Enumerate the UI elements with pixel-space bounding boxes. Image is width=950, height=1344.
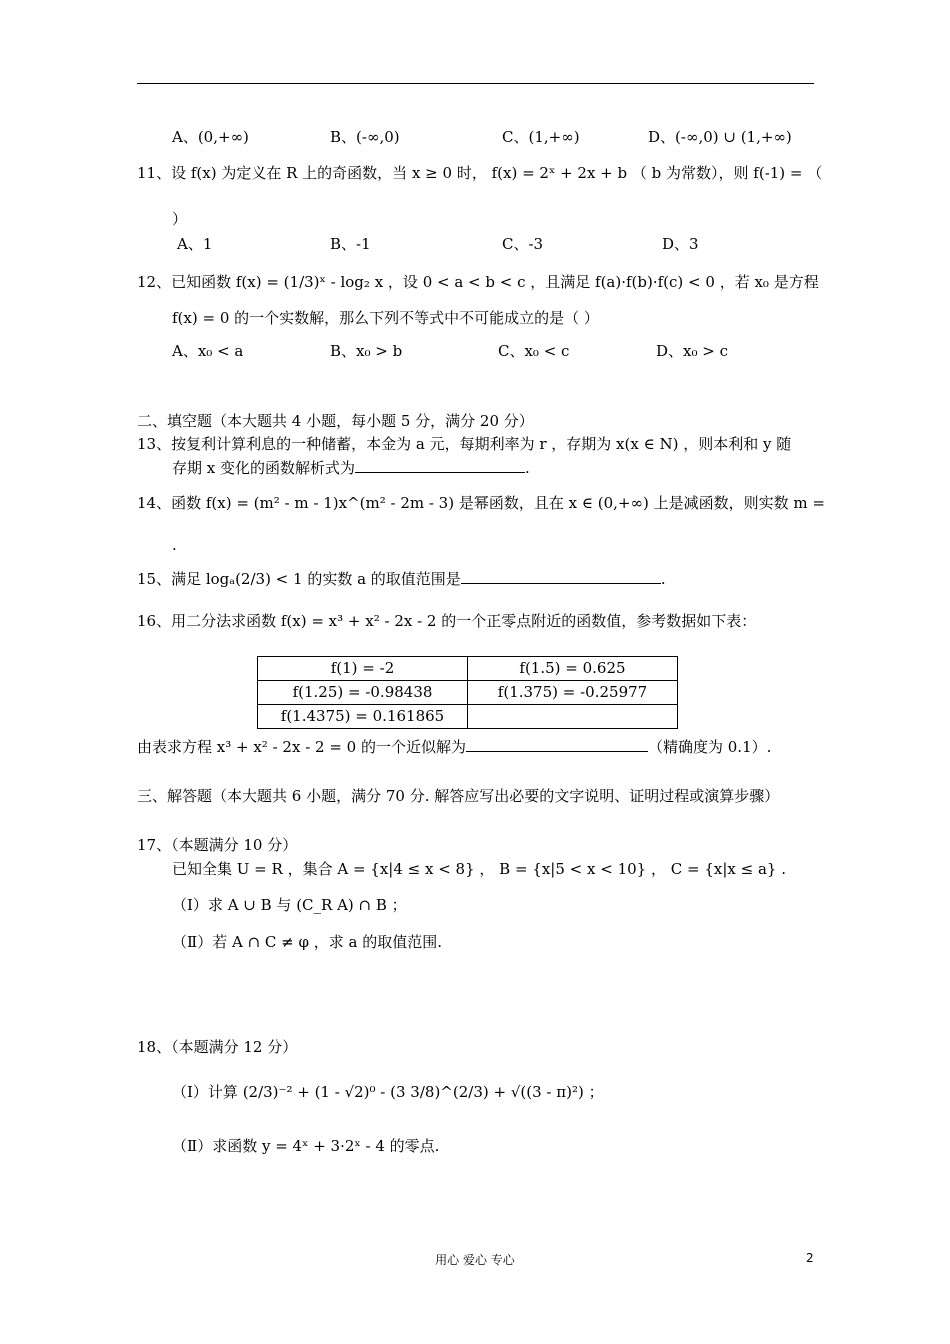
table-cell	[468, 705, 678, 729]
q18-part2: （Ⅱ）求函数 y = 4ˣ + 3·2ˣ - 4 的零点.	[172, 1137, 440, 1155]
reference-data-table	[257, 656, 678, 729]
q12-option-c: C、x₀ < c	[498, 342, 570, 360]
q12-option-a: A、x₀ < a	[172, 342, 244, 360]
q17-given: 已知全集 U = R ，集合 A = {x|4 ≤ x < 8} ， B = {x|5 < x < 10} ， C = {x|x ≤ a} .	[172, 860, 786, 878]
q11-line2: ）	[172, 210, 188, 228]
q13-line2-text: 存期 x 变化的函数解析式为	[172, 459, 355, 477]
table-cell: f(1.25) = -0.98438	[258, 681, 468, 705]
q15-text: 15、满足 logₐ(2/3) < 1 的实数 a 的取值范围是	[137, 570, 461, 588]
q16-line2	[137, 737, 771, 757]
q10-option-d: D、(-∞,0) ∪ (1,+∞)	[648, 128, 792, 146]
q11-option-a: A、1	[177, 235, 213, 253]
q13-line2-end: .	[525, 459, 530, 477]
table-row	[258, 681, 678, 705]
q12-option-b: B、x₀ > b	[330, 342, 403, 360]
q15-answer-blank	[461, 569, 661, 584]
q12-option-d: D、x₀ > c	[656, 342, 729, 360]
q12-line2: f(x) = 0 的一个实数解，那么下列不等式中不可能成立的是（ ）	[172, 309, 599, 327]
q16-line1: 16、用二分法求函数 f(x) = x³ + x² - 2x - 2 的一个正零点附近的函数值，参考数据如下表：	[137, 612, 757, 630]
q17-part2: （Ⅱ）若 A ∩ C ≠ φ ，求 a 的取值范围.	[172, 933, 443, 951]
table-row	[258, 657, 678, 681]
q10-option-b: B、(-∞,0)	[330, 128, 400, 146]
q16-line2-end: （精确度为 0.1）.	[648, 738, 772, 756]
table-cell: f(1.4375) = 0.161865	[258, 705, 468, 729]
q13-answer-blank	[355, 458, 525, 473]
q11-option-b: B、-1	[330, 235, 371, 253]
q11-option-d: D、3	[662, 235, 699, 253]
table-cell: f(1) = -2	[258, 657, 468, 681]
q11-option-c: C、-3	[502, 235, 544, 253]
q17-title: 17、（本题满分 10 分）	[137, 836, 298, 854]
section3-header: 三、解答题（本大题共 6 小题，满分 70 分. 解答应写出必要的文字说明、证明过程或演算步骤）	[137, 787, 780, 805]
table-cell: f(1.5) = 0.625	[468, 657, 678, 681]
q12-line1: 12、已知函数 f(x) = (1/3)ˣ - log₂ x ，设 0 < a < b < c ，且满足 f(a)·f(b)·f(c) < 0 ，若 x₀ 是方程	[137, 273, 819, 291]
q15-line	[137, 569, 666, 589]
table-row	[258, 705, 678, 729]
q14-line1: 14、函数 f(x) = (m² - m - 1)x^(m² - 2m - 3) 是幂函数，且在 x ∈ (0,+∞) 上是减函数，则实数 m =	[137, 494, 825, 512]
q18-title: 18、（本题满分 12 分）	[137, 1038, 298, 1056]
q15-end: .	[660, 570, 666, 588]
q11-line1: 11、设 f(x) 为定义在 R 上的奇函数，当 x ≥ 0 时， f(x) = 2ˣ + 2x + b （ b 为常数），则 f(-1) = （	[137, 164, 823, 182]
q10-option-a: A、(0,+∞)	[172, 128, 249, 146]
q13-line1: 13、按复利计算利息的一种储蓄，本金为 a 元，每期利率为 r ，存期为 x(x ∈ N) ，则本利和 y 随	[137, 435, 792, 453]
q17-part1: （Ⅰ）求 A ∪ B 与 (C_R A) ∩ B ；	[172, 896, 407, 914]
q18-part1: （Ⅰ）计算 (2/3)⁻² + (1 - √2)⁰ - (3 3/8)^(2/3) + √((3 - π)²) ；	[172, 1083, 604, 1101]
q16-answer-blank	[466, 737, 648, 752]
page-number: 2	[806, 1251, 814, 1265]
q13-line2	[172, 458, 530, 478]
table-cell: f(1.375) = -0.25977	[468, 681, 678, 705]
q16-line2-text: 由表求方程 x³ + x² - 2x - 2 = 0 的一个近似解为	[137, 738, 466, 756]
footer-motto: 用心 爱心 专心	[435, 1253, 515, 1267]
header-rule	[137, 83, 814, 84]
section2-header: 二、填空题（本大题共 4 小题，每小题 5 分，满分 20 分）	[137, 412, 534, 430]
q14-line2: .	[172, 536, 177, 554]
q10-option-c: C、(1,+∞)	[502, 128, 580, 146]
